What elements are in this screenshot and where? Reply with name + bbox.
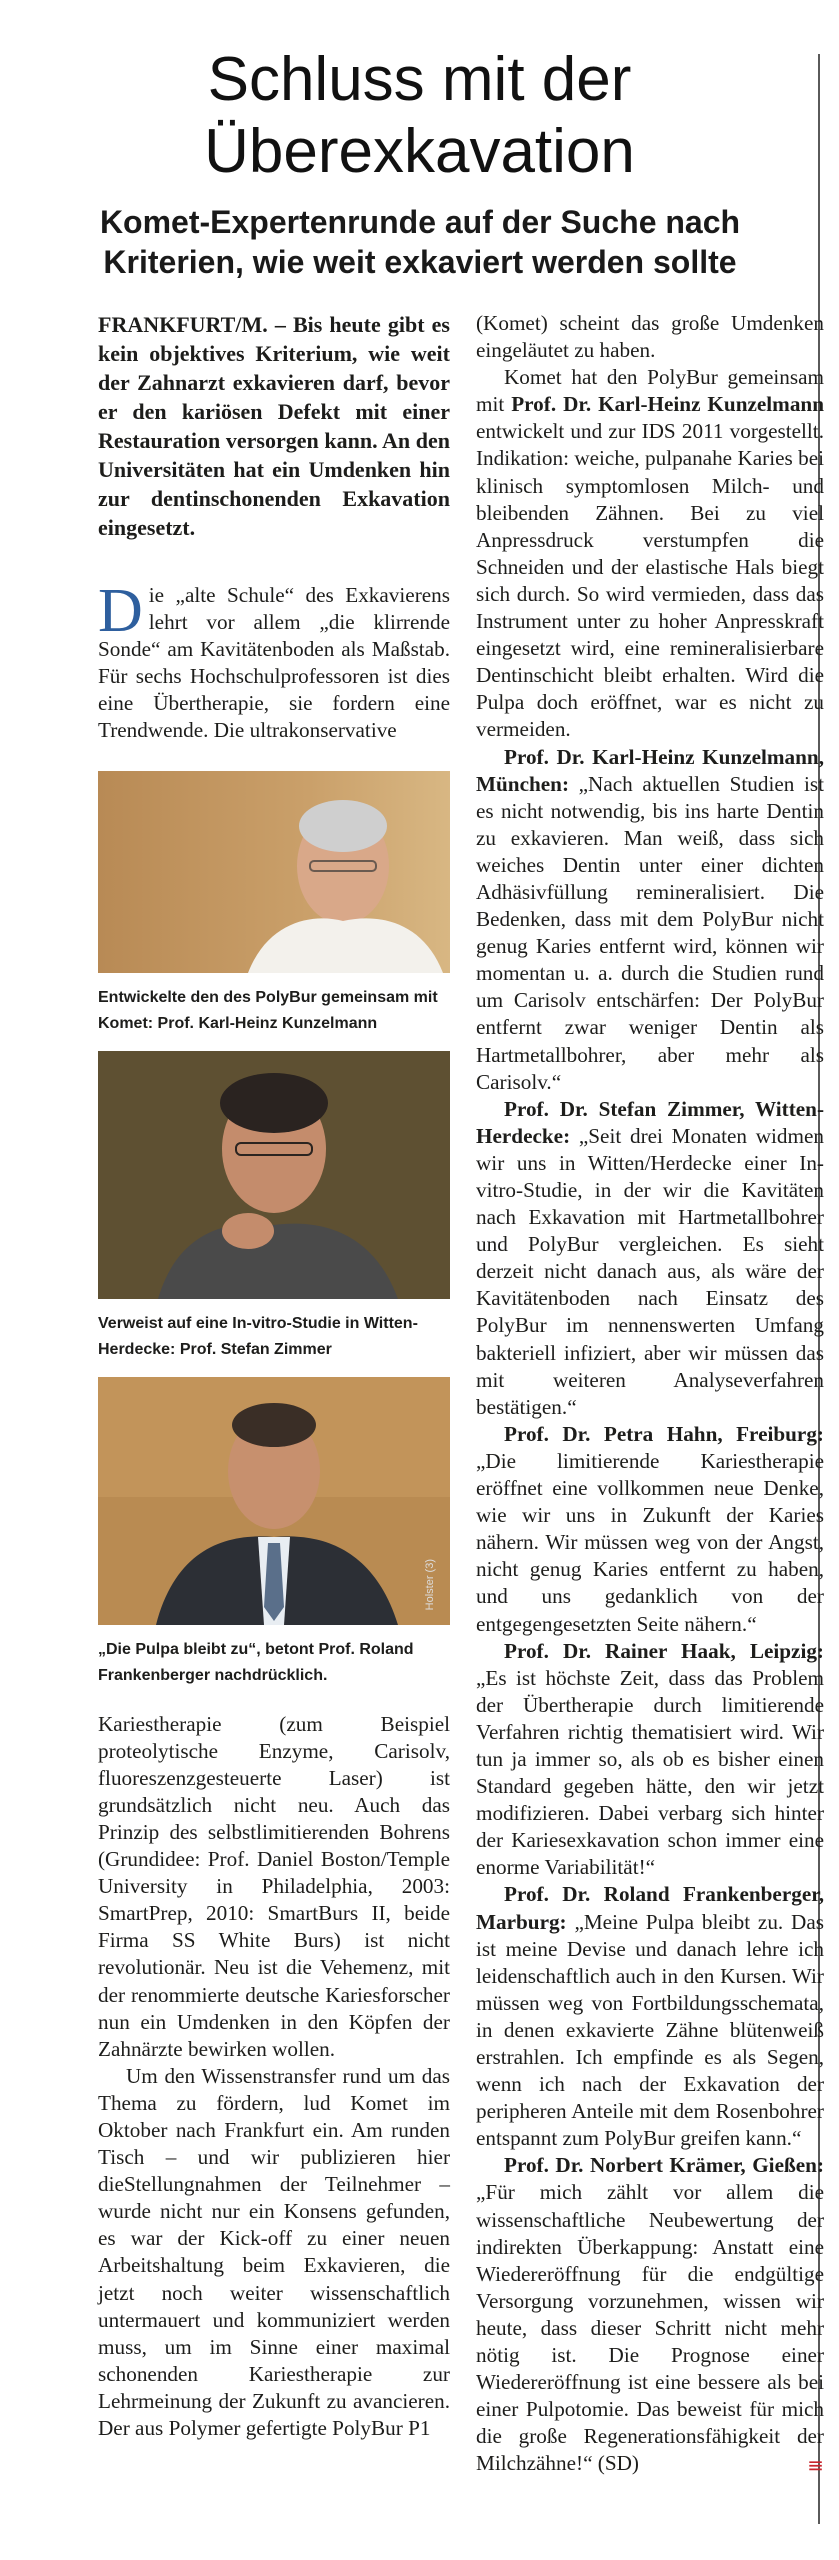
left-body-paragraph-1: Kariestherapie (zum Beispiel proteolytische Enzyme, Carisolv, fluoreszenzgesteuerte Laser) ist grundsätzlich nicht neu. Auch das Prinzip des selbstlimitierenden Bohrens (Grundidee: Prof. Daniel Boston/Temple University in Philadelphia, 2003: SmartPrep, 2010: SmartBurs II, beide Firma SS White Burs) ist nicht revolutionär. Neu ist die Vehemenz, mit der renommierte deutsche Kariesforscher nun ein Umdenken in den Köpfen der Zahnärzte bewirken wollen.	[98, 1711, 450, 2061]
development-text-post: entwickelt und zur IDS 2011 vorgestellt. Indikation: weiche, pulpanahe Karies bei klinisch symptomlosen Milch- und bleibenden Zähnen. Bei zu viel Anpressdruck verstumpfen die Schneiden und der elastische Hals biegt sich durch. So wird vermieden, dass das Instrument unter zu hoher Anpresskraft eingesetzt wird, eine remineralisierbare Dentinschicht bleibt erhalten. Wird die Pulpa doch eröffnet, war es nicht zu vermeiden.	[476, 419, 824, 742]
subhead-line-1: Komet-Expertenrunde auf der Suche nach	[99, 204, 741, 240]
development-text-pre: Komet hat den PolyBur gemeinsam mit	[476, 365, 824, 417]
headline-line-2: Überexkavation	[204, 117, 635, 186]
development-paragraph	[476, 364, 824, 743]
photo-credit: Holster (3)	[423, 1559, 436, 1611]
photo-zimmer	[98, 1051, 450, 1299]
photo-zimmer-image	[98, 1051, 450, 1299]
left-column	[98, 310, 450, 2442]
quote-text-hahn: „Die limitierende Kariestherapie eröffnet eine vollkommen neue Denke, wie wir uns in Zukunft der Karies nähern. Wir müssen weg von der Angst, nicht genug Karies entfernt zu haben, und uns gedanklich von der entgegengesetzten Seite nähern.“	[476, 1448, 824, 1636]
quote-text-zimmer: „Seit drei Monaten widmen wir uns in Witten/Herdecke einer In-vitro-Studie, in der wir die Kavitäten nach Exkavation mit Hartmetallbohrer und PolyBur vergleichen. Es sieht derzeit nicht danach aus, als wäre der Kavitätenboden nach Einsatz des PolyBur im nennenswerten Umfang bakteriell infiziert, aber wir müssen das mit weiteren Analyseverfahren bestätigen.“	[476, 1123, 824, 1419]
speaker-kraemer: Prof. Dr. Norbert Krämer, Gießen:	[504, 2153, 824, 2178]
quote-text-kunzelmann: „Nach aktuellen Studien ist es nicht notwendig, bis ins harte Dentin zu exkavieren. Man weiß, dass sich weiches Dentin unter einer dichten Adhäsivfüllung remineralisiert. Die Bedenken, dass mit dem PolyBur nicht genug Karies entfernt wird, können wir momentan u. a. durch die Studien rund um Carisolv entschärfen: Der PolyBur entfernt zwar weniger Dentin als Hartmetallbohrer, aber mehr als Carisolv.“	[476, 771, 824, 1094]
photo-caption-frankenberger: „Die Pulpa bleibt zu“, betont Prof. Roland Frankenberger nachdrücklich.	[98, 1640, 414, 1684]
speaker-kunzelmann: Prof. Dr. Karl-Heinz Kunzelmann, München:	[476, 744, 824, 796]
right-intro-paragraph: (Komet) scheint das große Umdenken eingeläutet zu haben.	[476, 311, 824, 363]
photo-caption-zimmer: Verweist auf eine In-vitro-Studie in Witten-Herdecke: Prof. Stefan Zimmer	[98, 1314, 418, 1358]
quote-kraemer	[476, 2152, 824, 2477]
quote-zimmer	[476, 1096, 824, 1421]
headline	[0, 44, 839, 188]
developer-name: Prof. Dr. Karl-Heinz Kunzelmann	[511, 392, 824, 417]
subhead-line-2: Kriterien, wie weit exkaviert werden sollte	[103, 244, 737, 280]
quote-text-kraemer: „Für mich zählt vor allem die wissenschaftliche Neubewertung der indirekten Überkappung: Anstatt eine Wiedereröffnung für die endgültige Versorgung vorzunehmen, wissen wir heute, dass dieser Schritt nicht mehr nötig ist. Die Prognose einer Wiedereröffnung ist eine bessere als bei einer Pulpotomie. Das beweist für mich die große Regenerationsfähigkeit der Milchzähne!“ (SD)	[476, 2180, 824, 2476]
drop-cap: D	[98, 577, 143, 645]
subheadline	[40, 202, 800, 282]
quote-text-frankenberger: „Meine Pulpa bleibt zu. Das ist meine Devise und danach lehre ich leidenschaftlich auch in den Kursen. Wir müssen weg von Fortbildungsschemata, in denen exkavierte Zähne blütenweiß erstrahlen. Ich empfinde es als Segen, wenn ich nach der Exkavation der peripheren Anteile mit dem Rosenbohrer entspannt zum PolyBur greifen kann.“	[476, 1909, 824, 2151]
speaker-hahn: Prof. Dr. Petra Hahn, Freiburg:	[504, 1421, 824, 1446]
photo-frankenberger-image	[98, 1377, 450, 1625]
quote-haak	[476, 1638, 824, 1882]
photo-frankenberger	[98, 1377, 450, 1625]
photo-kunzelmann-image	[98, 771, 450, 973]
lead-paragraph: FRANKFURT/M. – Bis heute gibt es kein objektives Kriterium, wie weit der Zahnarzt exkavieren darf, bevor er den kariösen Defekt mit einer Restauration versorgen kann. An den Universitäten hat ein Umdenken hin zur dentinschonenden Exkavation eingesetzt.	[98, 312, 450, 540]
quote-text-haak: „Es ist höchste Zeit, dass das Problem der Übertherapie durch limitierende Verfahren richtig thematisiert wird. Wir tun ja immer so, als ob es bisher einen Standard gegeben hätte, den wir jetzt modifizieren. Dabei verbarg sich hinter der Kariesexkavation schon immer eine enorme Variabilität!“	[476, 1665, 824, 1880]
speaker-frankenberger: Prof. Dr. Roland Frankenberger, Marburg:	[476, 1882, 824, 1934]
photo-caption-kunzelmann: Entwickelte den des PolyBur gemeinsam mit Komet: Prof. Karl-Heinz Kunzelmann	[98, 988, 438, 1032]
article-end-icon: ≡	[807, 2453, 824, 2478]
photo-kunzelmann	[98, 771, 450, 973]
left-body-paragraph-2: Um den Wissenstransfer rund um das Thema zu fördern, lud Komet im Oktober nach Frankfurt ein. Am runden Tisch – und wir publizieren hier dieStellungnahmen der Teilnehmer – wurde nicht nur ein Konsens gefunden, es war der Kick-off zu einer neuen Arbeitshaltung beim Exkavieren, die jetzt noch weiter wissenschaftlich untermauert und kommuniziert werden muss, um im Sinne einer maximal schonenden Kariestherapie zur Lehrmeinung der Zukunft zu avancieren. Der aus Polymer gefertigte PolyBur P1	[98, 2063, 450, 2440]
intro-paragraph	[98, 577, 450, 745]
speaker-zimmer: Prof. Dr. Stefan Zimmer, Witten-Herdecke:	[476, 1096, 824, 1148]
right-column	[476, 310, 824, 2480]
headline-line-1: Schluss mit der	[207, 45, 632, 114]
quote-frankenberger	[476, 1881, 824, 2152]
quote-kunzelmann	[476, 744, 824, 1096]
intro-text: ie „alte Schule“ des Exkavierens lehrt vor allem „die klirrende Sonde“ am Kavitätenboden als Maßstab. Für sechs Hochschulprofessoren ist dies eine Übertherapie, sie fordern eine Trendwende. Die ultrakonservative	[98, 583, 450, 743]
quote-hahn	[476, 1421, 824, 1638]
speaker-haak: Prof. Dr. Rainer Haak, Leipzig:	[504, 1638, 824, 1663]
